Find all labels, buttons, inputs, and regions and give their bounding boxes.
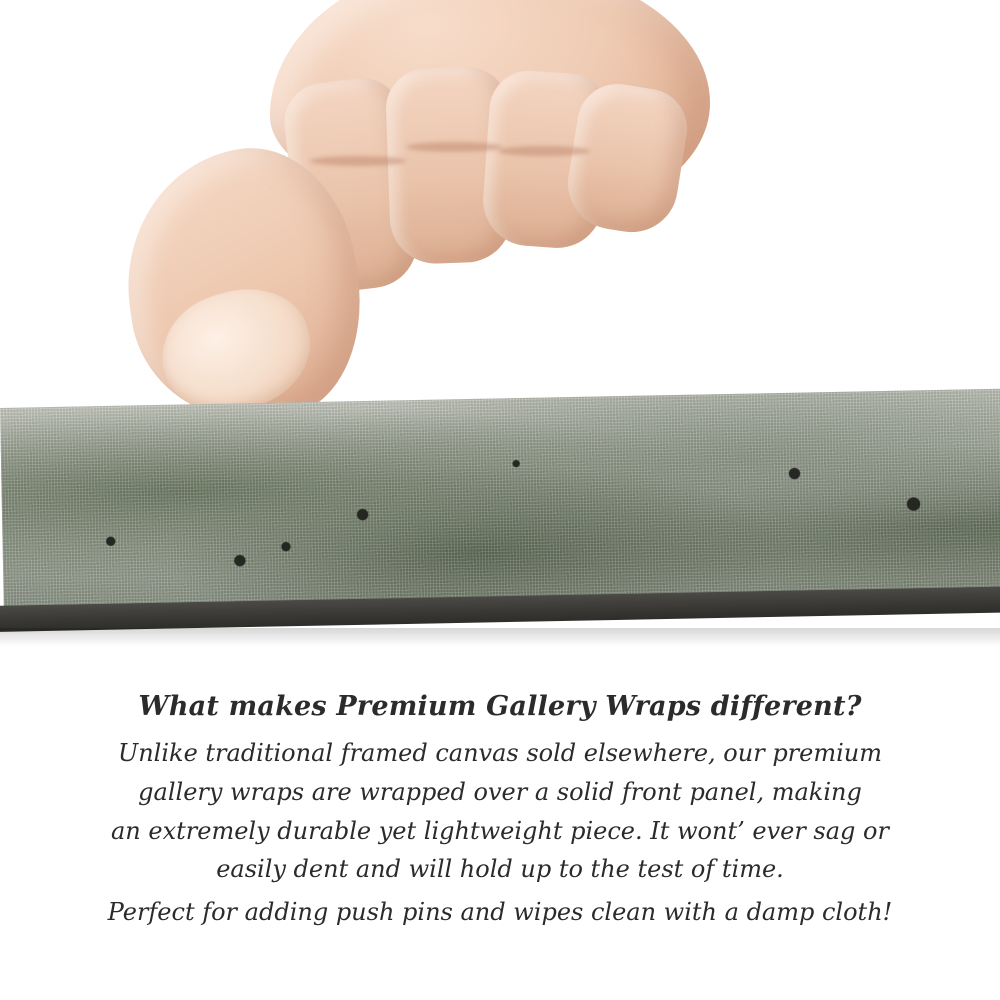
caption-line-3: an extremely durable yet lightweight piece. It wont’ ever sag or [111, 816, 889, 845]
knuckle-crease [406, 142, 502, 152]
caption-line-5: Perfect for adding push pins and wipes clean with a damp cloth! [107, 898, 893, 927]
caption-line-1: Unlike traditional framed canvas sold elsewhere, our premium [117, 738, 882, 767]
canvas-drop-shadow [0, 628, 1000, 646]
knuckle-crease [498, 146, 590, 156]
caption-line-2: gallery wraps are wrapped over a solid front panel, making [138, 777, 862, 806]
caption-line-4: easily dent and will hold up to the test of time. [216, 855, 784, 884]
knuckle-crease [310, 156, 406, 166]
caption-headline: What makes Premium Gallery Wraps different? [138, 691, 862, 722]
hand-icon [120, 0, 700, 430]
caption-block [0, 690, 1000, 932]
